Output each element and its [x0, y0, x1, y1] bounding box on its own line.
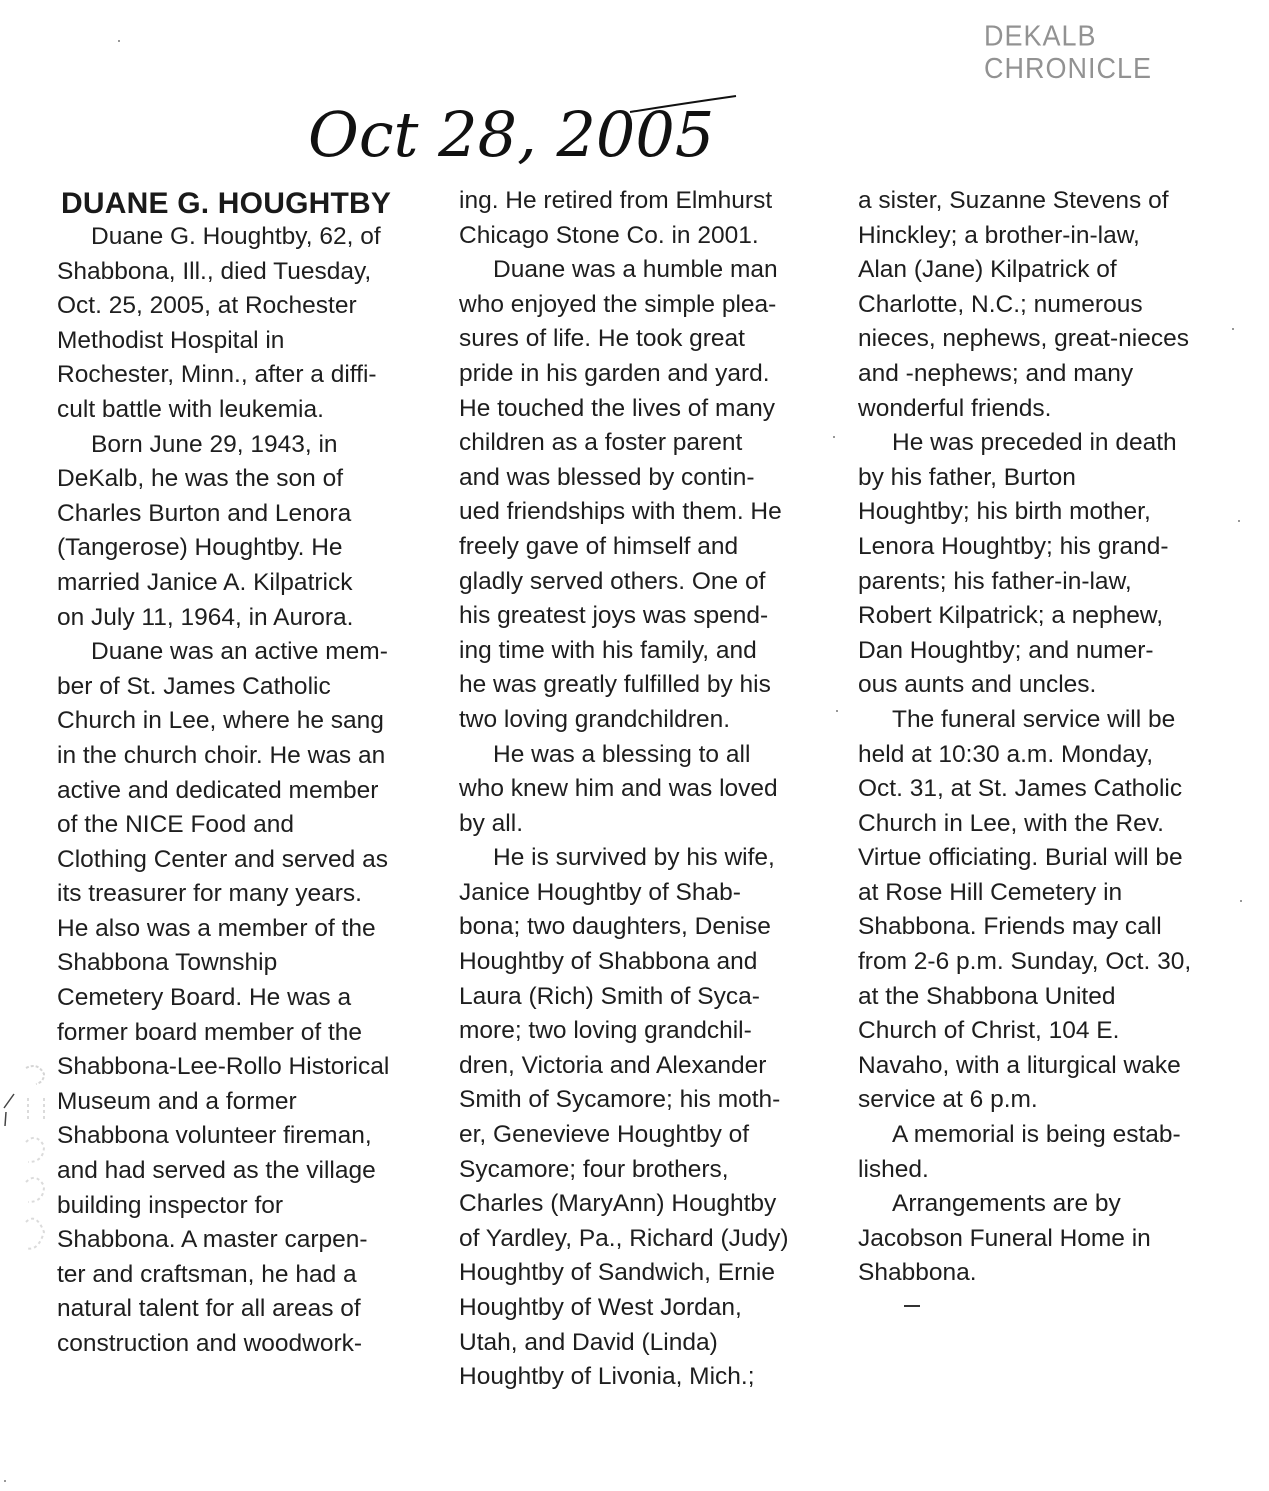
text-line: Oct. 31, at St. James Catholic [858, 775, 1183, 803]
text-line: Church of Christ, 104 E. [858, 1017, 1120, 1045]
text-line: (Tangerose) Houghtby. He [57, 534, 343, 562]
text-line: ing time with his family, and [459, 636, 757, 664]
text-line: in the church choir. He was an [57, 741, 386, 769]
text-line: Jacobson Funeral Home in [858, 1224, 1151, 1252]
text-line: cult battle with leukemia. [57, 395, 324, 423]
text-line: ous aunts and uncles. [858, 671, 1097, 699]
text-line: Hinckley; a brother-in-law, [858, 221, 1140, 249]
text-line: The funeral service will be [892, 705, 1176, 733]
text-line: gladly served others. One of [459, 567, 766, 595]
text-line: Utah, and David (Linda) [459, 1328, 718, 1356]
text-line: by all. [459, 809, 524, 837]
text-line: er, Genevieve Houghtby of [459, 1121, 750, 1149]
text-line: Robert Kilpatrick; a nephew, [858, 602, 1164, 630]
obituary-headline: DUANE G. HOUGHTBY [61, 187, 392, 220]
text-line: Duane G. Houghtby, 62, of [91, 223, 381, 250]
text-line: Lenora Houghtby; his grand- [858, 532, 1169, 560]
scan-speck [1238, 520, 1240, 522]
text-line: bona; two daughters, Denise [459, 913, 771, 941]
text-line: held at 10:30 a.m. Monday, [858, 740, 1154, 768]
text-line: he was greatly fulfilled by his [459, 671, 771, 699]
text-line: Virtue officiating. Burial will be [858, 844, 1183, 872]
text-line: ued friendships with them. He [459, 498, 782, 526]
text-line: Chicago Stone Co. in 2001. [459, 221, 759, 249]
text-line: He was preceded in death [892, 429, 1177, 457]
text-line: pride in his garden and yard. [459, 359, 770, 387]
text-line: construction and woodwork- [57, 1330, 363, 1357]
text-line: Museum and a former [57, 1087, 297, 1115]
text-line: A memorial is being estab- [892, 1121, 1181, 1149]
edge-pen-mark [2, 1090, 16, 1130]
text-line: children as a foster parent [459, 429, 743, 457]
text-line: wonderful friends. [858, 394, 1052, 422]
text-line: Dan Houghtby; and numer- [858, 636, 1154, 664]
text-line: Cemetery Board. He was a [57, 984, 352, 1012]
text-line: building inspector for [57, 1191, 284, 1219]
obituary-column-2 [459, 184, 839, 1395]
text-line: parents; his father-in-law, [858, 567, 1132, 595]
scan-speck [836, 710, 838, 712]
text-line: dren, Victoria and Alexander [459, 1051, 767, 1079]
text-line: former board member of the [57, 1018, 363, 1046]
column-text [57, 220, 442, 1362]
text-line: Houghtby; his birth mother, [858, 498, 1151, 526]
scan-speck [1232, 328, 1234, 330]
text-line: Houghtby of Sandwich, Ernie [459, 1259, 775, 1287]
text-line: Smith of Sycamore; his moth- [459, 1086, 781, 1114]
text-line: active and dedicated member [57, 776, 379, 804]
text-line: nieces, nephews, great-nieces [858, 325, 1189, 353]
text-line: of the NICE Food and [57, 811, 294, 839]
text-line: at Rose Hill Cemetery in [858, 878, 1123, 906]
obituary-column-1 [57, 184, 442, 1362]
scan-speck [118, 40, 120, 42]
text-line: Duane was a humble man [493, 256, 778, 284]
text-line: married Janice A. Kilpatrick [57, 568, 353, 596]
text-line: Janice Houghtby of Shab- [459, 878, 741, 906]
obituary-column-3 [858, 184, 1243, 1307]
text-line: He touched the lives of many [459, 394, 775, 422]
text-line: Navaho, with a liturgical wake [858, 1051, 1181, 1079]
text-line: freely gave of himself and [459, 532, 739, 560]
column-text [858, 184, 1243, 1291]
end-of-article-dash [904, 1305, 920, 1307]
text-line: Shabbona Township [57, 949, 278, 977]
text-line: of Yardley, Pa., Richard (Judy) [459, 1224, 789, 1252]
text-line: ter and craftsman, he had a [57, 1260, 357, 1288]
text-line: Clothing Center and served as [57, 845, 388, 873]
text-line: lished. [858, 1155, 929, 1183]
text-line: Shabbona. Friends may call [858, 913, 1162, 941]
text-line: Alan (Jane) Kilpatrick of [858, 256, 1117, 284]
column-text [459, 184, 839, 1395]
text-line: and had served as the village [57, 1157, 376, 1185]
text-line: Born June 29, 1943, in [91, 430, 338, 458]
text-line: its treasurer for many years. [57, 880, 362, 908]
text-line: Houghtby of Livonia, Mich.; [459, 1363, 755, 1391]
text-line: Arrangements are by [892, 1190, 1121, 1218]
text-line: Charles Burton and Lenora [57, 499, 352, 527]
text-line: and was blessed by contin- [459, 463, 755, 491]
text-line: ing. He retired from Elmhurst [459, 187, 773, 214]
text-line: Laura (Rich) Smith of Syca- [459, 982, 760, 1010]
text-line: Shabbona-Lee-Rollo Historical [57, 1053, 390, 1081]
text-line: Rochester, Minn., after a diffi- [57, 361, 377, 389]
text-line: two loving grandchildren. [459, 705, 731, 733]
text-line: by his father, Burton [858, 463, 1076, 491]
text-line: Sycamore; four brothers, [459, 1155, 729, 1183]
text-line: Houghtby of Shabbona and [459, 948, 758, 976]
text-line: Methodist Hospital in [57, 326, 285, 354]
text-line: Shabbona, Ill., died Tuesday, [57, 257, 372, 285]
text-line: from 2-6 p.m. Sunday, Oct. 30, [858, 948, 1192, 976]
faded-edge-stamp [18, 1062, 48, 1262]
text-line: Duane was an active mem- [91, 638, 388, 666]
handwritten-date [300, 86, 740, 176]
text-line: Shabbona. A master carpen- [57, 1226, 368, 1254]
text-line: his greatest joys was spend- [459, 602, 769, 630]
text-line: Church in Lee, with the Rev. [858, 809, 1164, 837]
text-line: a sister, Suzanne Stevens of [858, 187, 1169, 214]
text-line: service at 6 p.m. [858, 1086, 1038, 1114]
text-line: Oct. 25, 2005, at Rochester [57, 292, 357, 320]
text-line: Church in Lee, where he sang [57, 707, 384, 735]
newspaper-masthead: DEKALB CHRONICLE [984, 20, 1153, 85]
text-line: He was a blessing to all [493, 740, 751, 768]
text-line: Shabbona volunteer fireman, [57, 1122, 372, 1150]
scan-speck [4, 1480, 6, 1482]
handwritten-date-drawing [300, 86, 740, 176]
text-line: natural talent for all areas of [57, 1295, 361, 1323]
text-line: sures of life. He took great [459, 325, 745, 353]
text-line: He also was a member of the [57, 914, 376, 942]
text-line: more; two loving grandchil- [459, 1017, 752, 1045]
text-line: DeKalb, he was the son of [57, 465, 344, 493]
text-line: Shabbona. [858, 1259, 977, 1287]
text-line: on July 11, 1964, in Aurora. [57, 603, 354, 631]
text-line: who enjoyed the simple plea- [459, 290, 777, 318]
text-line: Houghtby of West Jordan, [459, 1294, 742, 1321]
scan-speck [833, 436, 835, 438]
text-line: and -nephews; and many [858, 359, 1134, 387]
text-line: Charlotte, N.C.; numerous [858, 290, 1143, 318]
text-line: at the Shabbona United [858, 982, 1116, 1010]
handwritten-date-text: Oct 28, 2005 [308, 98, 715, 171]
text-line: ber of St. James Catholic [57, 672, 331, 700]
text-line: He is survived by his wife, [493, 844, 775, 872]
text-line: Charles (MaryAnn) Houghtby [459, 1190, 777, 1218]
text-line: who knew him and was loved [459, 775, 778, 803]
scan-speck [1240, 900, 1242, 902]
